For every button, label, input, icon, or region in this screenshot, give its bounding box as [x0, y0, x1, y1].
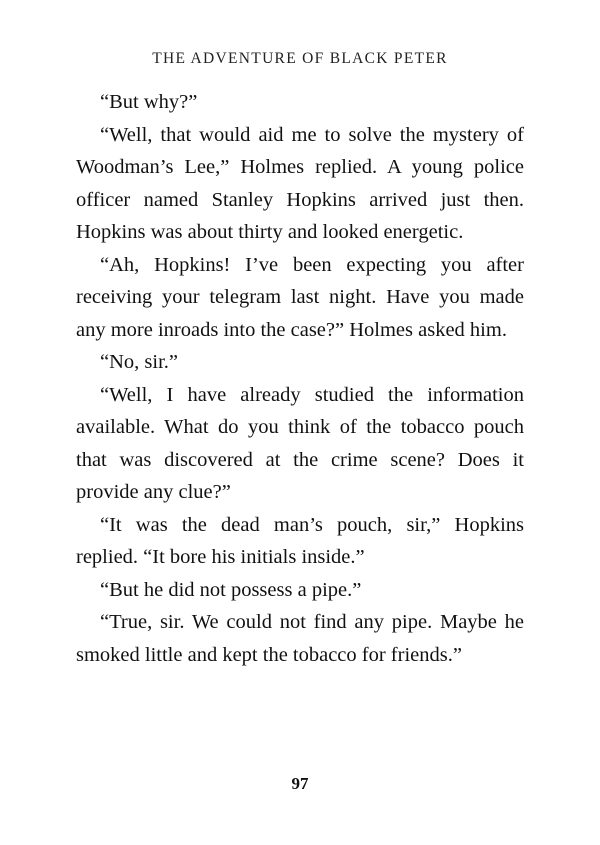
running-head-title: THE ADVENTURE OF BLACK PETER [152, 50, 448, 67]
page-number: 97 [291, 774, 309, 793]
paragraph: “No, sir.” [100, 351, 178, 373]
paragraph: “It was the dead man’s pouch, sir,” Hopkins replied. “It bore his initials inside.” [76, 513, 524, 568]
paragraph: “But he did not possess a pipe.” [100, 578, 362, 601]
body-text [76, 86, 524, 671]
paragraph: “Ah, Hopkins! I’ve been expecting you after receiving your telegram last night. Have you made any more inroads into the case?” Holmes asked him. [76, 253, 524, 341]
paragraph: “But why?” [100, 91, 198, 113]
paragraph: “Well, I have already studied the information available. What do you think of the tobacco pouch that was discovered at the crime scene? Does it provide any clue?” [76, 383, 524, 503]
paragraph: “True, sir. We could not find any pipe. Maybe he smoked little and kept the tobacco for friends.” [76, 611, 524, 666]
paragraph: “Well, that would aid me to solve the mystery of Woodman’s Lee,” Holmes replied. A young police officer named Stanley Hopkins arrived just then. Hopkins was about thirty and looked energetic. [76, 123, 524, 243]
